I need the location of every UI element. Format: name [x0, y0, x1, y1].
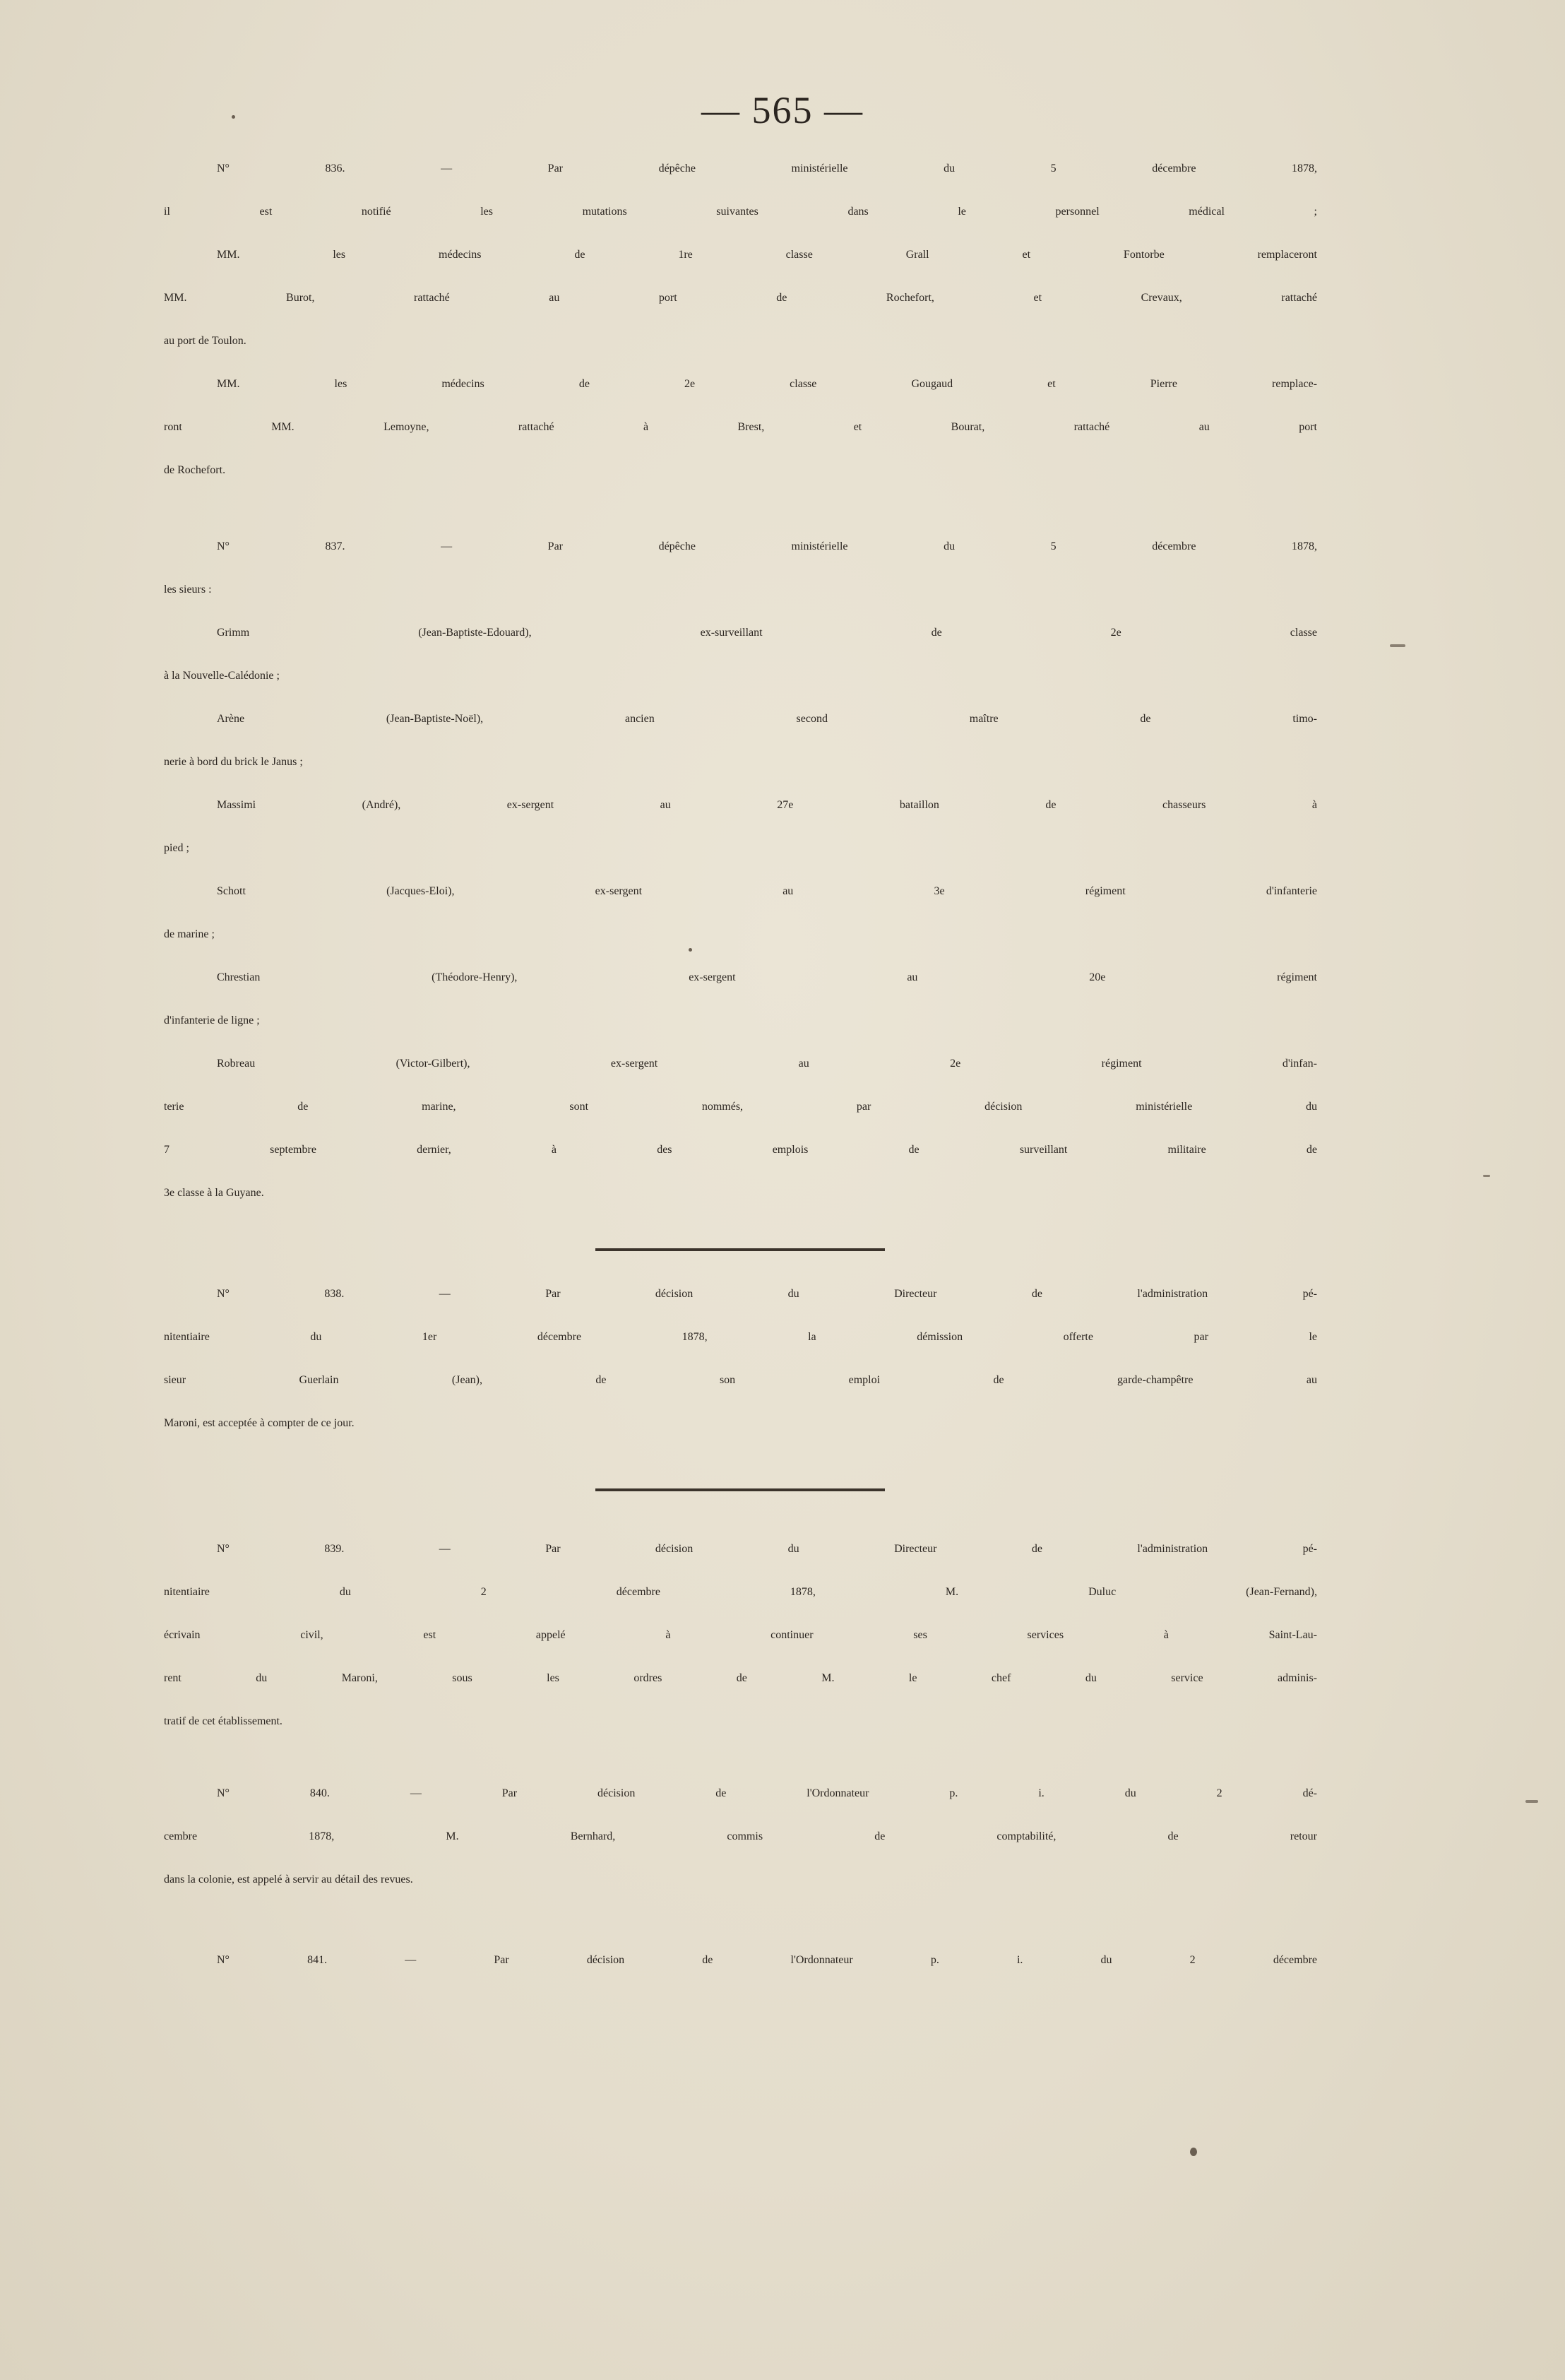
text-line: cembre 1878, M. Bernhard, commis de comptabilité, de retour	[164, 1830, 1317, 1842]
text-line: rent du Maroni, sous les ordres de M. le chef du service adminis-	[164, 1672, 1317, 1684]
text-line: au port de Toulon.	[164, 335, 246, 347]
text-line: nitentiaire du 2 décembre 1878, M. Duluc (Jean-Fernand),	[164, 1586, 1317, 1598]
text-line: N° 839. — Par décision du Directeur de l'administration pé-	[217, 1543, 1317, 1555]
text-line: N° 836. — Par dépêche ministérielle du 5 décembre 1878,	[217, 162, 1317, 174]
separator-rule	[595, 1248, 885, 1251]
text-line: Massimi (André), ex-sergent au 27e bataillon de chasseurs à	[217, 799, 1317, 811]
text-line: dans la colonie, est appelé à servir au détail des revues.	[164, 1873, 413, 1885]
text-line: Schott (Jacques-Eloi), ex-sergent au 3e régiment d'infanterie	[217, 885, 1317, 897]
text-line: les sieurs :	[164, 584, 212, 596]
text-line: Chrestian (Théodore-Henry), ex-sergent au 20e régiment	[217, 971, 1317, 983]
text-line: Arène (Jean-Baptiste-Noël), ancien second maître de timo-	[217, 713, 1317, 725]
text-line: nerie à bord du brick le Janus ;	[164, 756, 303, 768]
paper-speck	[1483, 1175, 1490, 1177]
text-line: Maroni, est acceptée à compter de ce jour.	[164, 1417, 355, 1429]
text-line: 3e classe à la Guyane.	[164, 1187, 264, 1199]
text-line: MM. Burot, rattaché au port de Rochefort, et Crevaux, rattaché	[164, 292, 1317, 304]
text-line: de marine ;	[164, 928, 215, 940]
decision-839	[164, 1543, 1317, 1758]
text-line: Robreau (Victor-Gilbert), ex-sergent au 2e régiment d'infan-	[217, 1058, 1317, 1070]
text-line: N° 837. — Par dépêche ministérielle du 5 décembre 1878,	[217, 540, 1317, 552]
text-line: nitentiaire du 1er décembre 1878, la démission offerte par le	[164, 1331, 1317, 1343]
text-line: terie de marine, sont nommés, par décision ministérielle du	[164, 1101, 1317, 1113]
paper-speck	[232, 115, 235, 119]
text-line: N° 838. — Par décision du Directeur de l'administration pé-	[217, 1288, 1317, 1300]
decision-840	[164, 1787, 1317, 1917]
text-line: Grimm (Jean-Baptiste-Edouard), ex-surveillant de 2e classe	[217, 627, 1317, 639]
paper-speck	[1525, 1800, 1538, 1803]
text-line: pied ;	[164, 842, 189, 854]
text-line: MM. les médecins de 2e classe Gougaud et Pierre remplace-	[217, 378, 1317, 390]
page-number: — 565 —	[701, 89, 864, 131]
text-line: 7 septembre dernier, à des emplois de surveillant militaire de	[164, 1144, 1317, 1156]
text-line: de Rochefort.	[164, 464, 226, 476]
separator-rule	[595, 1488, 885, 1491]
decision-838	[164, 1288, 1317, 1460]
decision-837	[164, 540, 1317, 1230]
paper-speck	[1390, 644, 1405, 647]
paper-speck	[1190, 2148, 1197, 2156]
decision-836	[164, 162, 1317, 507]
text-line: ront MM. Lemoyne, rattaché à Brest, et Bourat, rattaché au port	[164, 421, 1317, 433]
text-line: écrivain civil, est appelé à continuer ses services à Saint-Lau-	[164, 1629, 1317, 1641]
text-line: à la Nouvelle-Calédonie ;	[164, 670, 280, 682]
text-line: N° 841. — Par décision de l'Ordonnateur p. i. du 2 décembre	[217, 1954, 1317, 1966]
text-line: tratif de cet établissement.	[164, 1715, 282, 1727]
text-line: il est notifié les mutations suivantes dans le personnel médical ;	[164, 206, 1317, 218]
decision-841	[164, 1954, 1317, 1997]
text-line: sieur Guerlain (Jean), de son emploi de garde-champêtre au	[164, 1374, 1317, 1386]
text-line: MM. les médecins de 1re classe Grall et Fontorbe remplaceront	[217, 249, 1317, 261]
text-line: d'infanterie de ligne ;	[164, 1014, 260, 1026]
paper-speck	[689, 948, 692, 952]
text-line: N° 840. — Par décision de l'Ordonnateur p. i. du 2 dé-	[217, 1787, 1317, 1799]
